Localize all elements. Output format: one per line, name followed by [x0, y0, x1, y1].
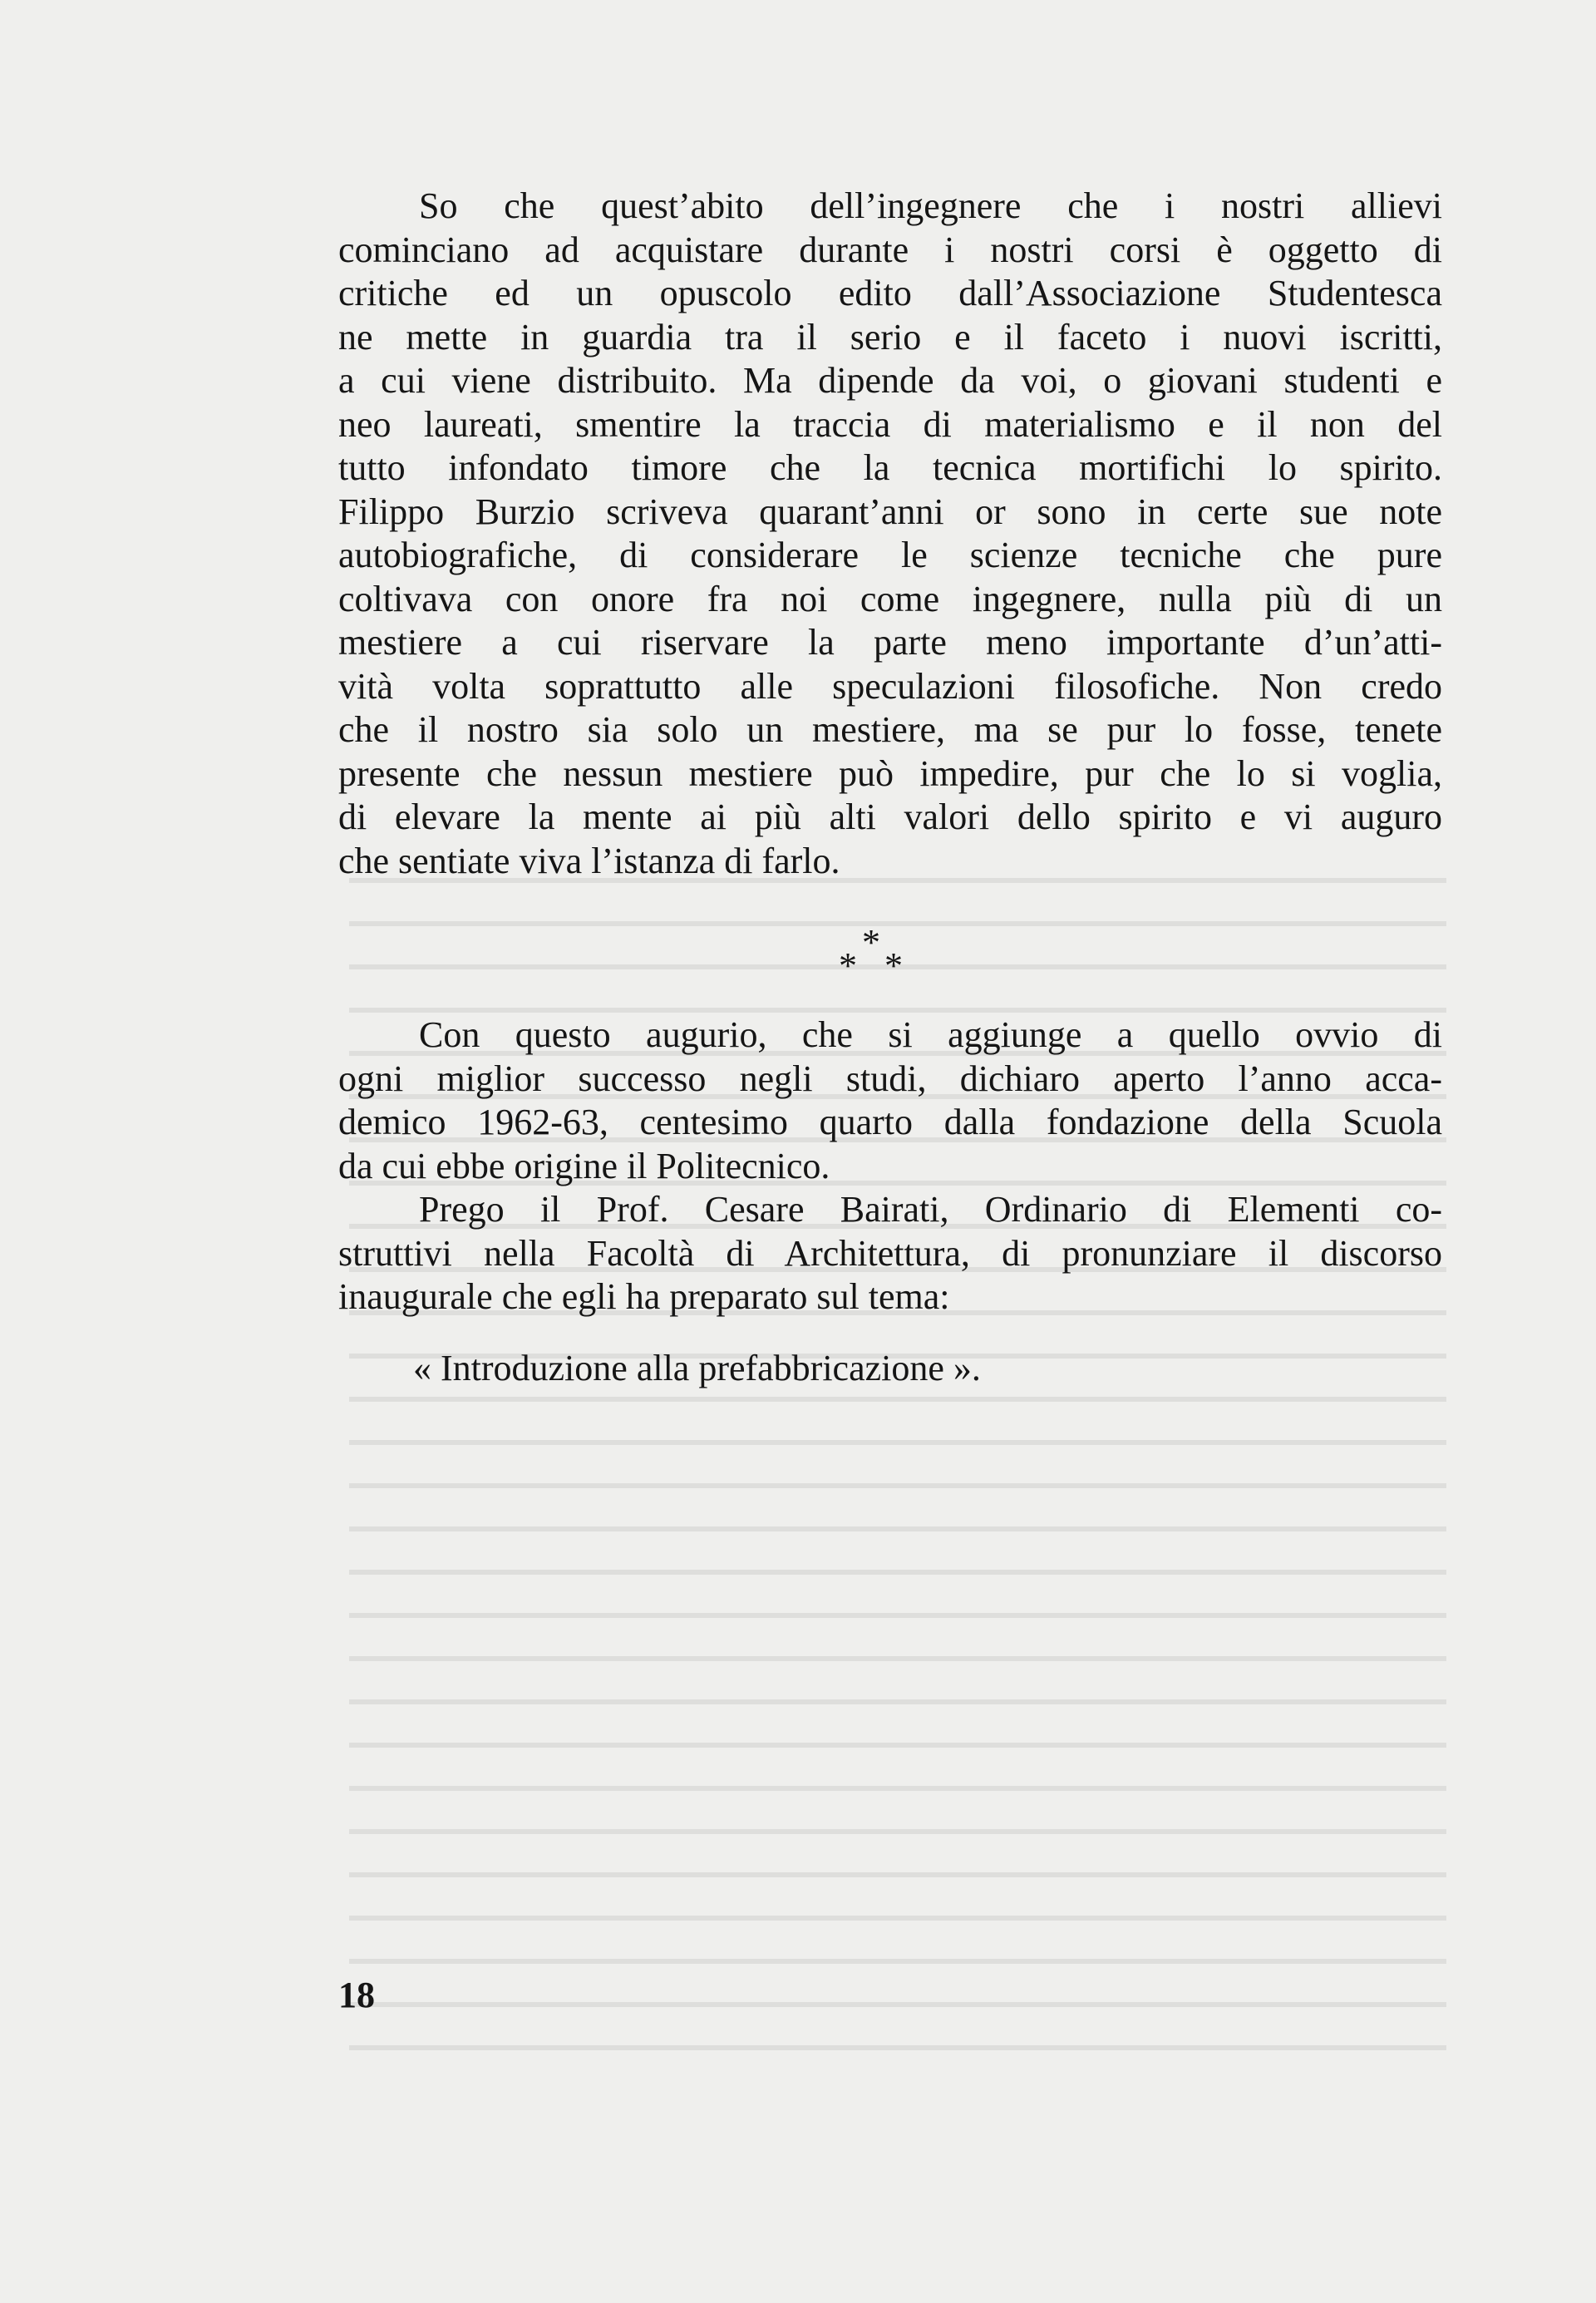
asterisk: *	[884, 945, 903, 986]
text-line: cominciano ad acquistare durante i nostri corsi è oggetto di	[338, 229, 1442, 270]
text-line: tutto infondato timore che la tecnica mortifichi lo spirito.	[338, 447, 1442, 488]
text-line: vità volta soprattutto alle speculazioni filosofiche. Non credo	[338, 665, 1442, 707]
text-line: ne mette in guardia tra il serio e il faceto i nuovi iscritti,	[338, 316, 1442, 358]
text-line: Prego il Prof. Cesare Bairati, Ordinario di Elementi co-	[419, 1189, 1442, 1230]
paragraph-closing-remarks	[338, 185, 1442, 883]
text-line: che il nostro sia solo un mestiere, ma se pur lo fosse, tenete	[338, 709, 1442, 750]
asterism-separator	[831, 922, 931, 991]
text-line: da cui ebbe origine il Politecnico.	[338, 1145, 830, 1186]
lecture-title: « Introduzione alla prefabbricazione ».	[413, 1348, 981, 1388]
text-line: Con questo augurio, che si aggiunge a quello ovvio di	[419, 1014, 1442, 1055]
asterisk: *	[862, 922, 880, 963]
text-line: critiche ed un opuscolo edito dall’Associazione Studentesca	[338, 273, 1442, 313]
text-line: mestiere a cui riservare la parte meno importante d’un’atti-	[338, 622, 1442, 663]
paragraph	[338, 185, 1442, 883]
text-line: presente che nessun mestiere può impedire, pur che lo si voglia,	[338, 752, 1442, 794]
text-line: che sentiate viva l’istanza di farlo.	[338, 840, 840, 881]
text-line: neo laureati, smentire la traccia di materialismo e il non del	[338, 403, 1442, 445]
paragraph	[338, 1013, 1442, 1188]
text-line: ogni miglior successo negli studi, dichiaro aperto l’anno acca-	[338, 1058, 1442, 1099]
text-line: struttivi nella Facoltà di Architettura, di pronunziare il discorso	[338, 1232, 1442, 1274]
text-line: di elevare la mente ai più alti valori dello spirito e vi auguro	[338, 796, 1442, 837]
text-line: Filippo Burzio scriveva quarant’anni or sono in certe sue note	[338, 491, 1442, 532]
text-line: autobiografiche, di considerare le scienze tecniche che pure	[338, 535, 1442, 575]
text-line: demico 1962-63, centesimo quarto dalla fondazione della Scuola	[338, 1102, 1442, 1142]
text-line: coltivava con onore fra noi come ingegnere, nulla più di un	[338, 578, 1442, 619]
page-number: 18	[338, 1975, 375, 2015]
paragraph	[338, 1188, 1442, 1319]
text-line: inaugurale che egli ha preparato sul tema:	[338, 1276, 950, 1317]
text-line: So che quest’abito dell’ingegnere che i nostri allievi	[419, 185, 1442, 226]
text-line: a cui viene distribuito. Ma dipende da voi, o giovani studenti e	[338, 360, 1442, 401]
paragraph-opening-declaration	[338, 1013, 1442, 1319]
asterisk: *	[839, 945, 857, 986]
